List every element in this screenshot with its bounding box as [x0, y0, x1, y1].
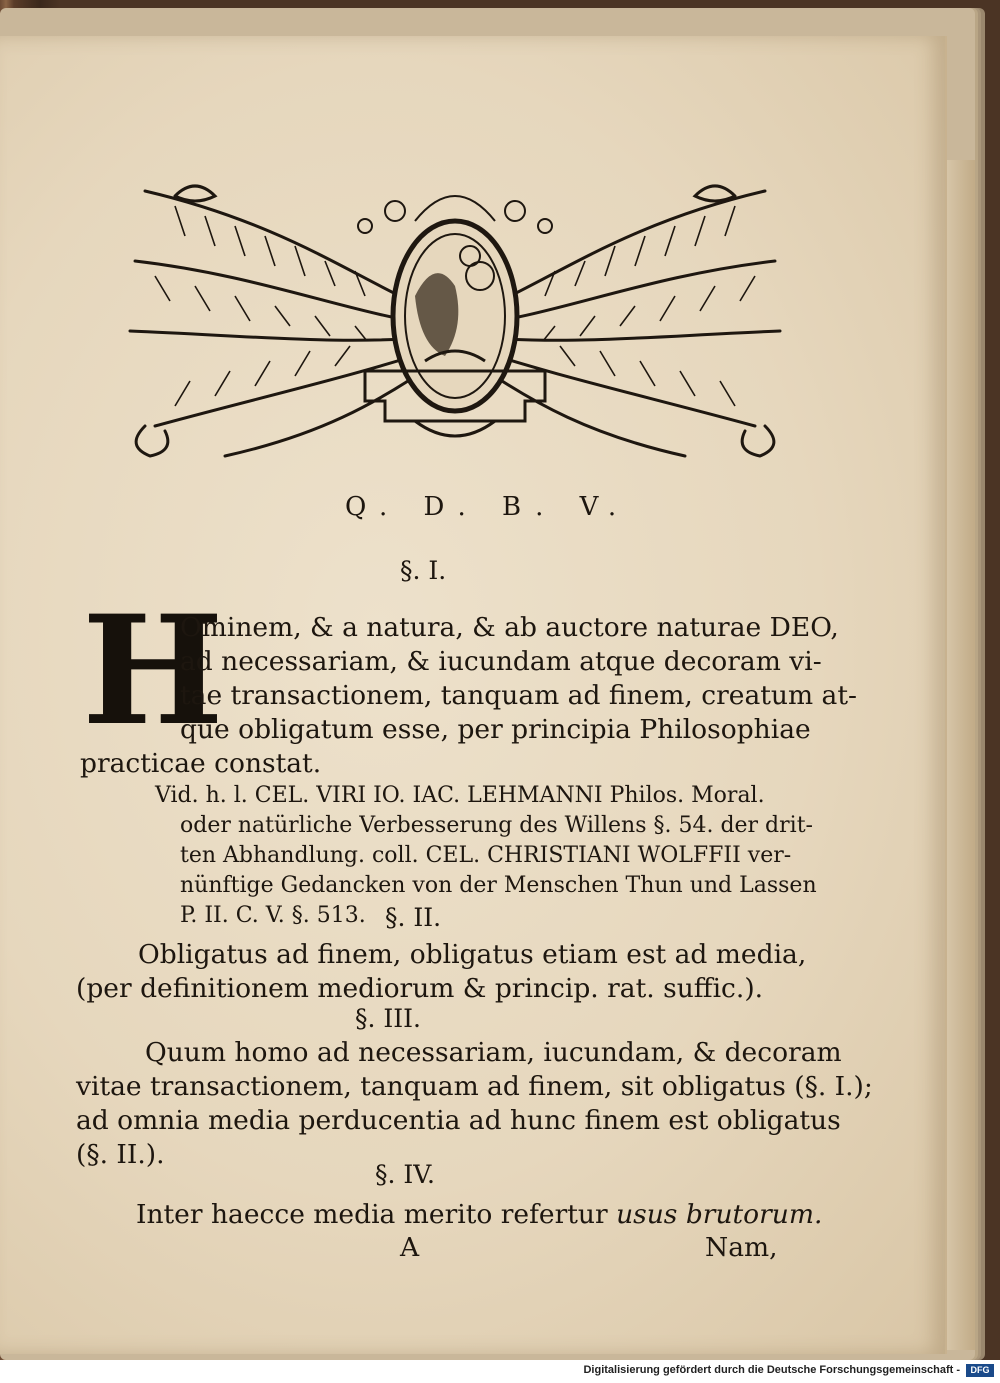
footnote-line-5: P. II. C. V. §. 513.	[180, 903, 366, 928]
signature-mark: A	[400, 1232, 420, 1263]
section-1-heading: §. I.	[400, 556, 447, 585]
headpiece-ornament	[115, 166, 795, 466]
paragraph-4-line-1	[136, 1198, 822, 1232]
paragraph-3-line-2: vitae transactionem, tanquam ad finem, sit obligatus (§. I.);	[76, 1071, 873, 1102]
dfg-logo: DFG	[966, 1364, 994, 1377]
page-stack-edge	[945, 160, 975, 1350]
footnote-line-1: Vid. h. l. CEL. VIRI IO. IAC. LEHMANNI Philos. Moral.	[155, 783, 765, 808]
paragraph-1-line-4: que obligatum esse, per principia Philosophiae	[180, 714, 811, 745]
footnote-line-2: oder natürliche Verbesserung des Willens §. 54. der drit-	[180, 813, 813, 838]
drop-cap-initial: H	[82, 583, 224, 759]
paragraph-4-italic: usus brutorum.	[616, 1199, 823, 1230]
section-3-heading: §. III.	[355, 1004, 421, 1033]
footnote-line-3: ten Abhandlung. coll. CEL. CHRISTIANI WOLFFII ver-	[180, 843, 792, 868]
paragraph-4-text: Inter haecce media merito refertur	[136, 1199, 617, 1230]
paragraph-3-line-4: (§. II.).	[76, 1139, 165, 1170]
catchword: Nam,	[705, 1232, 778, 1263]
printed-page	[0, 36, 947, 1354]
paragraph-1-line-1: Ominem, & a natura, & ab auctore naturae DEO,	[180, 612, 839, 643]
footnote-line-4: nünftige Gedancken von der Menschen Thun und Lassen	[180, 873, 817, 898]
paragraph-3-line-1: Quum homo ad necessariam, iucundam, & decoram	[145, 1037, 842, 1068]
paragraph-1-line-2: ad necessariam, & iucundam atque decoram vi-	[180, 646, 822, 677]
paragraph-1-line-5: practicae constat.	[80, 748, 322, 779]
footer-credit: Digitalisierung gefördert durch die Deutsche Forschungsgemeinschaft -	[583, 1364, 960, 1376]
section-4-heading: §. IV.	[375, 1160, 435, 1189]
paragraph-2-line-2: (per definitionem mediorum & princip. rat. suffic.).	[76, 973, 764, 1004]
paragraph-3-line-3: ad omnia media perducentia ad hunc finem est obligatus	[76, 1105, 841, 1136]
section-2-heading: §. II.	[385, 903, 442, 932]
paragraph-2-line-1: Obligatus ad finem, obligatus etiam est ad media,	[138, 939, 807, 970]
invocation-heading: Q. D. B. V.	[345, 492, 631, 522]
paragraph-1-line-3: tae transactionem, tanquam ad finem, creatum at-	[180, 680, 857, 711]
